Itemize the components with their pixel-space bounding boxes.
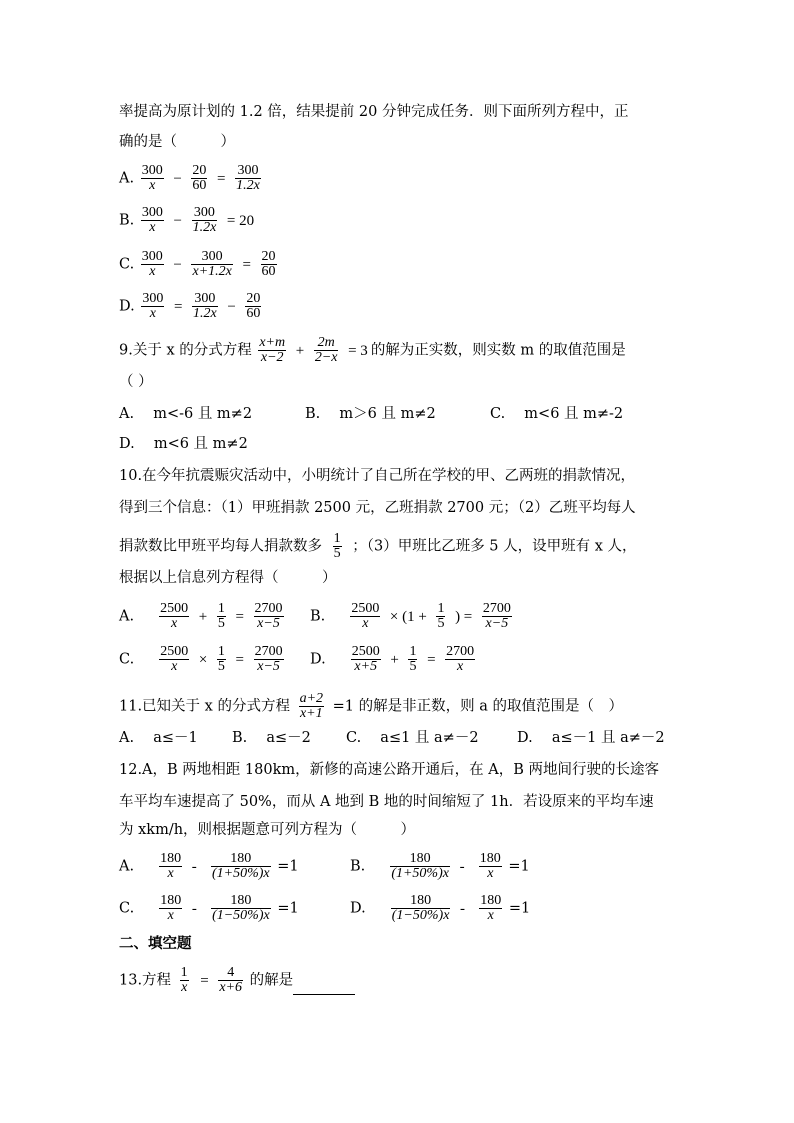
- q10-option-b: B. $\frac{2500}{x}$ × (1 + $\frac{1}{5}$ ) = $\frac{2700}{x-5}$: [310, 601, 511, 631]
- q9-option-a: A. m<-6 且 m≠2: [119, 406, 253, 422]
- q9-stem: 9.关于 x 的分式方程 $\frac{x+m}{x-2}$ + $\frac{2m}{2-x}$ = 3 的解为正实数，则实数 m 的取值范围是: [119, 335, 626, 365]
- q8-option-c: C. $\frac{300}{x}$ − $\frac{300}{x+1.2x}$ = $\frac{20}{60}$: [119, 249, 276, 279]
- q9-option-c: C. m<6 且 m≠-2: [490, 406, 624, 422]
- q10-option-d: D. $\frac{2500}{x+5}$ + $\frac{1}{5}$ = $\frac{2700}{x}$: [310, 644, 475, 674]
- q12-line1: 12.A，B 两地相距 180km，新修的高速公路开通后，在 A，B 两地间行驶的长途客: [119, 762, 659, 778]
- q9-option-d: D. m<6 且 m≠2: [119, 436, 248, 452]
- q12-option-a: A. $\frac{180}{x}$ - $\frac{180}{(1+50\%)x}$ =1: [119, 851, 299, 881]
- q12-line3: 为 xkm/h，则根据题意可列方程为（ ）: [119, 822, 416, 838]
- q8-line1: 率提高为原计划的 1.2 倍，结果提前 20 分钟完成任务．则下面所列方程中，正: [119, 104, 629, 120]
- q9-option-b: B. m＞6 且 m≠2: [305, 406, 436, 422]
- q12-line2: 车平均车速提高了 50%，而从 A 地到 B 地的时间缩短了 1h．若设原来的平均车速: [119, 794, 654, 810]
- q11-option-c: C. a≤1 且 a≠－2: [346, 730, 479, 746]
- q8-option-a: A. $\frac{300}{x}$ − $\frac{20}{60}$ = $\frac{300}{1.2x}$: [119, 163, 260, 193]
- q8-line2: 确的是（ ）: [119, 134, 235, 150]
- q12-option-d: D. $\frac{180}{(1-50\%)x}$ - $\frac{180}{x}$ =1: [350, 893, 531, 923]
- q11-option-b: B. a≤－2: [232, 730, 311, 746]
- q13-stem: 13.方程 $\frac{1}{x}$ = $\frac{4}{x+6}$ 的解是: [119, 966, 355, 995]
- q10-line3: 捐款数比甲班平均每人捐款数多 $\frac{1}{5}$ ；（3）甲班比乙班多 5 人，设甲班有 x 人，: [119, 531, 637, 561]
- q10-option-c: C. $\frac{2500}{x}$ × $\frac{1}{5}$ = $\frac{2700}{x-5}$: [119, 644, 283, 674]
- q10-option-a: A. $\frac{2500}{x}$ + $\frac{1}{5}$ = $\frac{2700}{x-5}$: [119, 601, 283, 631]
- q9-paren: （ ）: [119, 374, 153, 390]
- answer-blank[interactable]: [293, 978, 355, 995]
- q12-option-c: C. $\frac{180}{x}$ - $\frac{180}{(1-50\%)x}$ =1: [119, 893, 299, 923]
- q12-option-b: B. $\frac{180}{(1+50\%)x}$ - $\frac{180}{x}$ =1: [350, 851, 530, 881]
- q8-option-b: B. $\frac{300}{x}$ − $\frac{300}{1.2x}$ = 20: [119, 205, 255, 235]
- q10-line2: 得到三个信息：（1）甲班捐款 2500 元，乙班捐款 2700 元；（2）乙班平均每人: [119, 500, 636, 516]
- q10-line1: 10.在今年抗震赈灾活动中，小明统计了自己所在学校的甲、乙两班的捐款情况，: [119, 468, 636, 484]
- section-title-fill-in: 二、填空题: [119, 936, 192, 952]
- q8-option-d: D. $\frac{300}{x}$ = $\frac{300}{1.2x}$ − $\frac{20}{60}$: [119, 291, 261, 321]
- q10-line4: 根据以上信息列方程得（ ）: [119, 570, 337, 586]
- q11-stem: 11.已知关于 x 的分式方程 $\frac{a+2}{x+1}$ =1 的解是非正数，则 a 的取值范围是（ ）: [119, 691, 623, 721]
- q11-option-a: A. a≤－1: [119, 730, 198, 746]
- q11-option-d: D. a≤－1 且 a≠－2: [517, 730, 665, 746]
